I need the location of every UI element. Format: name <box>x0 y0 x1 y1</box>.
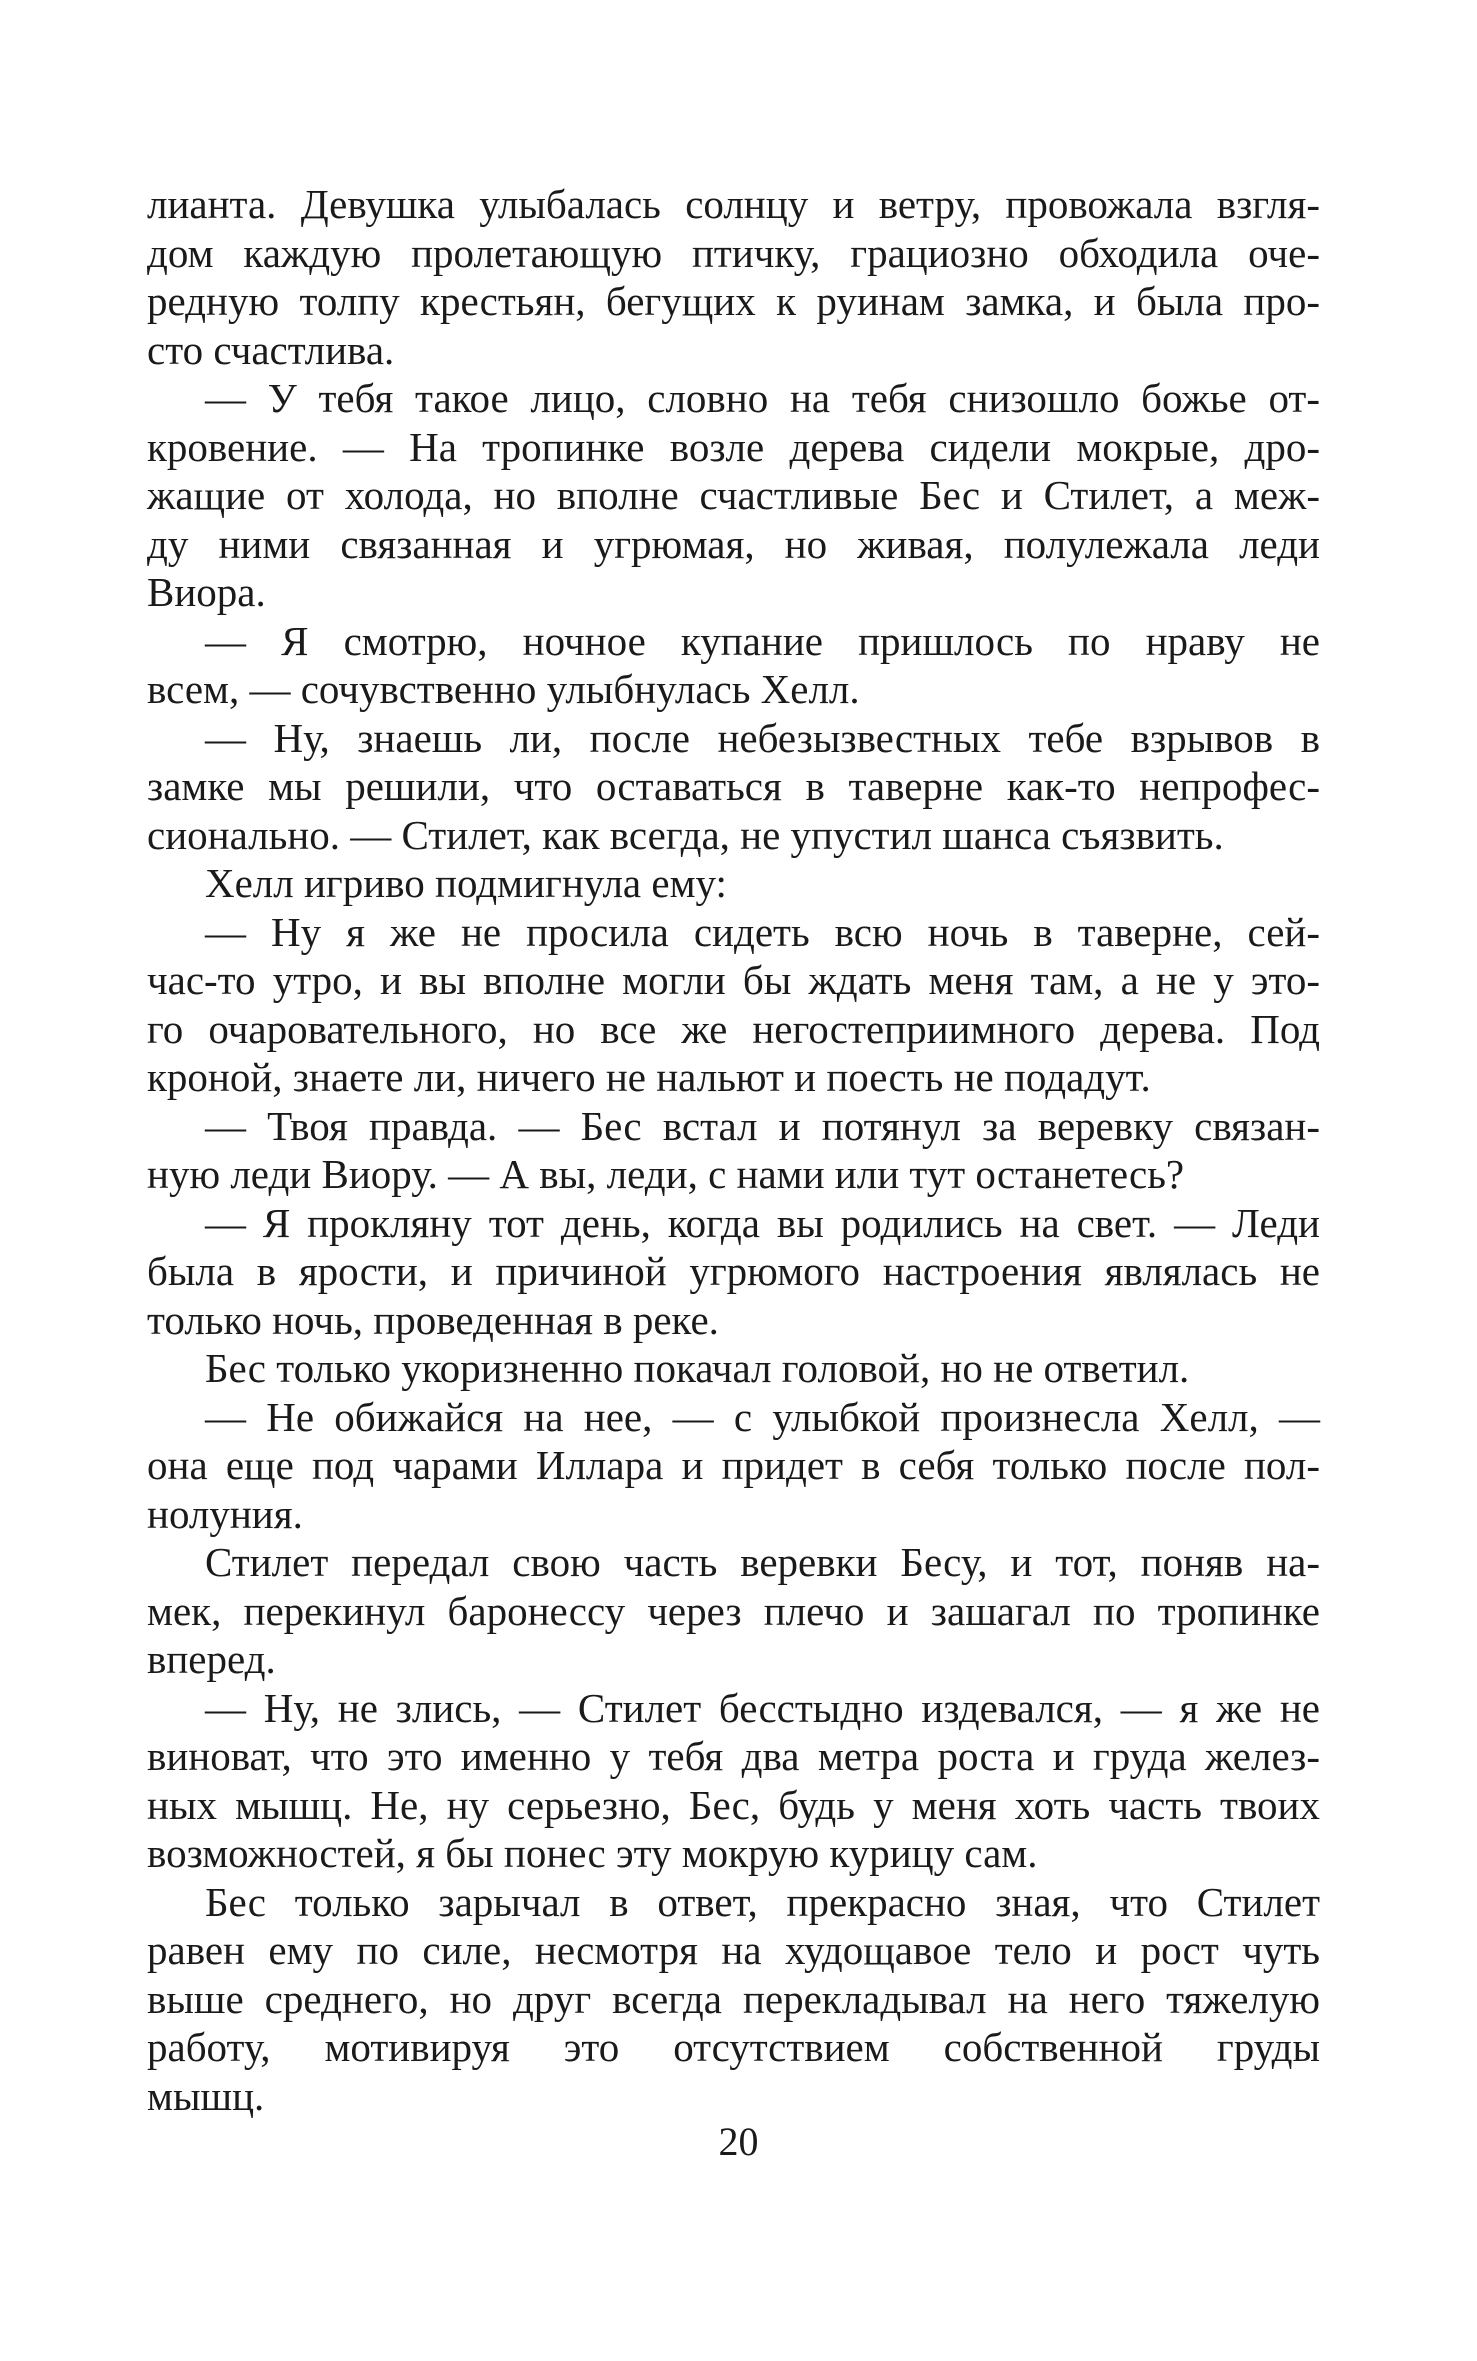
text-line: — Ну, знаешь ли, после небезызвестных тебе взрывов в <box>205 714 1320 761</box>
text-line: выше среднего, но друг всегда перекладывал на него тяжелую <box>147 1975 1320 2022</box>
text-line: возможностей, я бы понес эту мокрую курицу сам. <box>147 1830 1038 1876</box>
text-line: сто счастлива. <box>147 326 395 373</box>
text-line: равен ему по силе, несмотря на худощавое тело и рост чуть <box>147 1927 1320 1973</box>
text-line: всем, — сочувственно улыбнулась Хелл. <box>147 666 860 712</box>
text-line: дом каждую пролетающую птичку, грациозно обходила оче- <box>147 229 1320 276</box>
text-line: — Твоя правда. — Бес встал и потянул за веревку связан- <box>205 1102 1320 1149</box>
text-line: мек, перекинул баронессу через плечо и зашагал по тропинке <box>147 1587 1320 1634</box>
text-line: Хелл игриво подмигнула ему: <box>205 860 727 906</box>
text-line: была в ярости, и причиной угрюмого настроения являлась не <box>147 1248 1320 1294</box>
text-line: час-то утро, и вы вполне могли бы ждать меня там, а не у это- <box>147 957 1320 1003</box>
text-line: кровение. — На тропинке возле дерева сидели мокрые, дро- <box>147 423 1320 470</box>
text-line: го очаровательного, но все же негостеприимного дерева. Под <box>147 1005 1320 1052</box>
text-line: замке мы решили, что оставаться в таверне как-то непрофес- <box>147 763 1320 809</box>
text-line: она еще под чарами Иллара и придет в себя только после пол- <box>147 1442 1320 1488</box>
text-line: — Не обижайся на нее, — с улыбкой произнесла Хелл, — <box>205 1393 1320 1440</box>
text-line: жащие от холода, но вполне счастливые Бес и Стилет, а меж- <box>147 472 1320 518</box>
text-line: лианта. Девушка улыбалась солнцу и ветру, провожала взгля- <box>147 181 1320 227</box>
text-line: сионально. — Стилет, как всегда, не упустил шанса съязвить. <box>147 811 1224 858</box>
text-line: мышц. <box>147 2072 265 2119</box>
text-line: ных мышц. Не, ну серьезно, Бес, будь у меня хоть часть твоих <box>147 1781 1320 1828</box>
text-line: Стилет передал свою часть веревки Бесу, и тот, поняв на- <box>205 1539 1320 1585</box>
text-line: Бес только зарычал в ответ, прекрасно зная, что Стилет <box>205 1878 1320 1925</box>
text-line: — Ну, не злись, — Стилет бесстыдно издевался, — я же не <box>205 1684 1320 1731</box>
text-line: редную толпу крестьян, бегущих к руинам замка, и была про- <box>147 278 1320 324</box>
text-line: ду ними связанная и угрюмая, но живая, полулежала леди <box>147 520 1320 567</box>
body-text <box>147 180 1320 2120</box>
text-line: Виора. <box>147 569 266 615</box>
text-line: Бес только укоризненно покачал головой, но не ответил. <box>205 1345 1190 1391</box>
text-line: нолуния. <box>147 1490 303 1537</box>
text-line: работу, мотивируя это отсутствием собственной груды <box>147 2024 1320 2070</box>
text-line: — Я прокляну тот день, когда вы родились на свет. — Леди <box>205 1199 1320 1246</box>
page-number: 20 <box>718 2119 759 2164</box>
text-line: ную леди Виору. — А вы, леди, с нами или тут останетесь? <box>147 1151 1185 1197</box>
text-line: кроной, знаете ли, ничего не нальют и поесть не подадут. <box>147 1054 1151 1100</box>
text-line: — Ну я же не просила сидеть всю ночь в таверне, сей- <box>205 908 1320 955</box>
text-line: только ночь, проведенная в реке. <box>147 1296 719 1343</box>
text-line: виноват, что это именно у тебя два метра роста и груда желез- <box>147 1733 1320 1779</box>
text-line: вперед. <box>147 1636 276 1682</box>
text-line: — Я смотрю, ночное купание пришлось по нраву не <box>205 617 1320 664</box>
text-line: — У тебя такое лицо, словно на тебя снизошло божье от- <box>205 375 1320 421</box>
